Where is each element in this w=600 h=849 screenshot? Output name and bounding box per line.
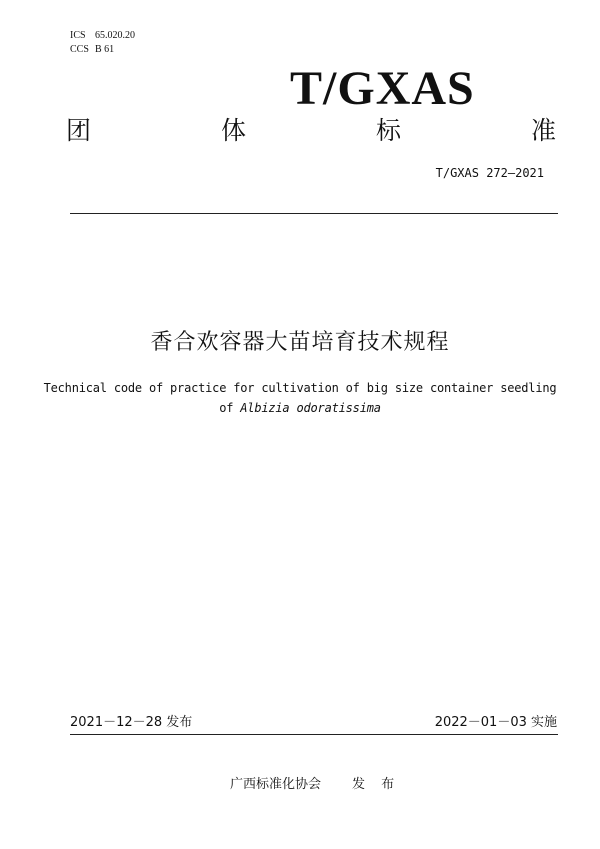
standard-number: T/GXAS 272—2021	[435, 166, 544, 180]
species-name: Albizia odoratissima	[240, 401, 381, 415]
ics-classification	[70, 30, 135, 42]
standard-type	[66, 114, 556, 150]
english-title-prefix: of	[219, 401, 241, 415]
standard-type-char: 准	[530, 116, 556, 145]
footer-divider	[70, 734, 558, 735]
ccs-label: CCS	[70, 44, 89, 55]
ccs-classification	[70, 44, 114, 56]
standard-type-char: 体	[220, 116, 246, 145]
standard-type-char: 团	[66, 116, 92, 145]
issue-date: 2021－12－28 发布	[70, 715, 193, 730]
ics-code: 65.020.20	[95, 30, 135, 41]
implementation-date: 2022－01－03 实施	[434, 715, 557, 730]
document-title-chinese: 香合欢容器大苗培育技术规程	[150, 330, 450, 355]
document-title-english	[0, 378, 600, 418]
english-title-line-2	[0, 398, 600, 418]
publisher-name: 广西标准化协会	[230, 777, 322, 792]
english-title-line-1: Technical code of practice for cultivation of big size container seedling	[43, 381, 557, 395]
ccs-code: B 61	[95, 44, 115, 55]
ics-label: ICS	[70, 30, 86, 41]
standard-brand-logo: T/GXAS	[290, 62, 475, 115]
standard-type-char: 标	[375, 116, 401, 145]
publish-label: 发 布	[352, 777, 401, 792]
header-divider	[70, 213, 558, 214]
